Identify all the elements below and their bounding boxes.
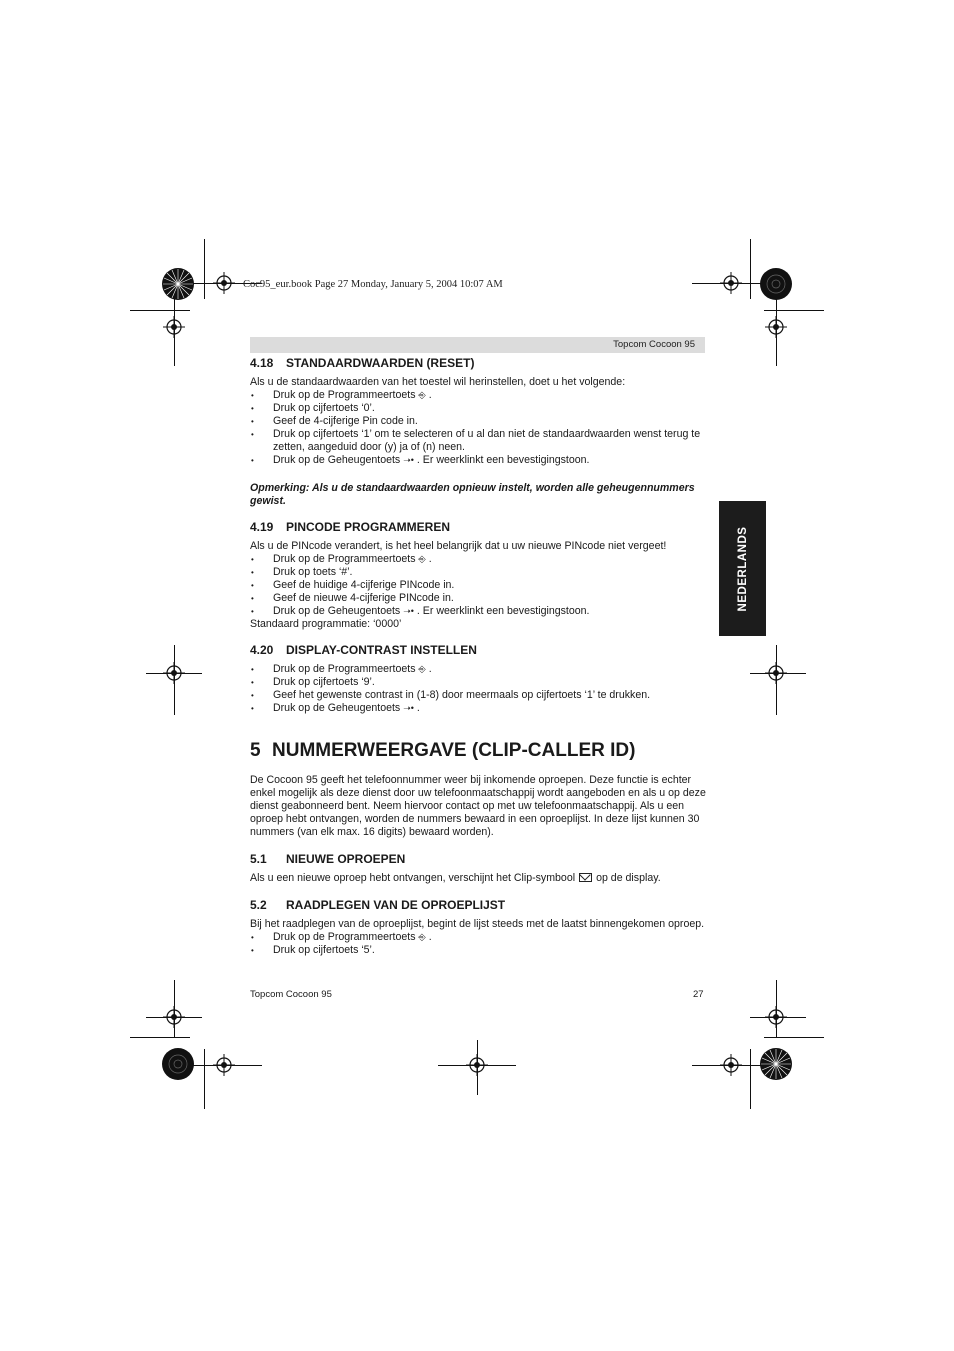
list-item: • Druk op toets ‘#’. xyxy=(250,566,706,579)
sunburst-mark-icon xyxy=(760,1048,792,1080)
section-heading-5-2: 5.2 RAADPLEGEN VAN DE OPROEPLIJST xyxy=(250,898,506,912)
page-content xyxy=(250,356,706,957)
memory-key-icon: ➝• xyxy=(403,703,414,713)
note-text: Opmerking: Als u de standaardwaarden opnieuw instelt, worden alle geheugennummers gewist. xyxy=(250,482,695,507)
list-item: • Geef de huidige 4-cijferige PINcode in. xyxy=(250,579,706,592)
section-intro: Bij het raadplegen van de oproeplijst, begint de lijst steeds met de laatst binnengekomen oproep. xyxy=(250,918,705,930)
list-item: • Druk op de Programmeertoets ⎆ . xyxy=(250,663,706,676)
default-setting: Standaard programmatie: ‘0000’ xyxy=(250,618,402,630)
print-slug-line: Coc95_eur.book Page 27 Monday, January 5, 2004 10:07 AM xyxy=(243,279,503,290)
section-intro: Als u de standaardwaarden van het toestel wil herinstellen, doet u het volgende: xyxy=(250,376,626,388)
sunburst-mark-icon xyxy=(760,268,792,300)
sunburst-mark-icon xyxy=(162,1048,194,1080)
program-key-icon: ⎆ xyxy=(418,554,426,564)
list-item: • Druk op cijfertoets ‘5’. xyxy=(250,944,706,957)
list-item: • Druk op de Programmeertoets ⎆ . xyxy=(250,931,706,944)
running-header xyxy=(250,337,705,353)
list-item: • Druk op cijfertoets ‘9’. xyxy=(250,676,706,689)
list-item: • Druk op de Programmeertoets ⎆ . xyxy=(250,553,706,566)
page-number: 27 xyxy=(693,989,704,1000)
program-key-icon: ⎆ xyxy=(418,390,426,400)
section-heading-5-1: 5.1 NIEUWE OPROEPEN xyxy=(250,852,406,866)
chapter-intro: De Cocoon 95 geeft het telefoonnummer weer bij inkomende oproepen. Deze functie is echter enkel mogelijk als deze dienst door uw telefoonmaatschappij wordt aangeboden en als u op deze dienst geabonneerd bent. Neem hiervoor contact op met uw telefoonmaatschappij. Als u een oproep hebt ontvangen, worden de nummers bewaard in een oproeplijst. In deze lijst kunnen 30 nummers (van elk max. 16 digits) bewaard worden). xyxy=(250,774,706,838)
step-list xyxy=(250,663,706,715)
list-item: • Geef het gewenste contrast in (1-8) door meermaals op cijfertoets ‘1’ te drukken. xyxy=(250,689,706,702)
language-tab xyxy=(719,501,766,636)
program-key-icon: ⎆ xyxy=(418,664,426,674)
list-item: • Druk op de Geheugentoets ➝• . Er weerklinkt een bevestigingstoon. xyxy=(250,605,706,618)
list-item: • Druk op de Programmeertoets ⎆ . xyxy=(250,389,706,402)
section-intro: Als u de PINcode verandert, is het heel belangrijk dat u uw nieuwe PINcode niet vergeet! xyxy=(250,540,667,552)
clip-envelope-icon xyxy=(579,873,592,882)
sunburst-mark-icon xyxy=(162,268,194,300)
list-item: • Druk op de Geheugentoets ➝• . Er weerklinkt een bevestigingstoon. xyxy=(250,454,706,467)
list-item: • Druk op de Geheugentoets ➝• . xyxy=(250,702,706,715)
list-item: • Geef de 4-cijferige Pin code in. xyxy=(250,415,706,428)
list-item: • Druk op cijfertoets ‘0’. xyxy=(250,402,706,415)
section-heading-4-19: 4.19 PINCODE PROGRAMMEREN xyxy=(250,520,451,534)
program-key-icon: ⎆ xyxy=(418,932,426,942)
memory-key-icon: ➝• xyxy=(403,606,414,616)
list-item: • Geef de nieuwe 4-cijferige PINcode in. xyxy=(250,592,706,605)
step-list xyxy=(250,389,706,467)
step-list xyxy=(250,553,706,618)
list-item: • Druk op cijfertoets ‘1’ om te selecteren of u al dan niet de standaardwaarden wenst terug te zetten, aangeduid door (y) ja of (n) neen. xyxy=(250,428,706,454)
footer-title: Topcom Cocoon 95 xyxy=(250,989,332,1000)
chapter-heading-5: 5 NUMMERWEERGAVE (CLIP-CALLER ID) xyxy=(250,740,636,761)
step-list xyxy=(250,931,706,957)
section-heading-4-20: 4.20 DISPLAY-CONTRAST INSTELLEN xyxy=(250,643,477,657)
memory-key-icon: ➝• xyxy=(403,455,414,465)
section-heading-4-18: 4.18 STANDAARDWAARDEN (RESET) xyxy=(250,356,475,370)
language-tab-label: NEDERLANDS xyxy=(736,526,749,611)
section-text: Als u een nieuwe oproep hebt ontvangen, verschijnt het Clip-symbool op de display. xyxy=(250,872,661,884)
running-header-title: Topcom Cocoon 95 xyxy=(613,339,695,350)
